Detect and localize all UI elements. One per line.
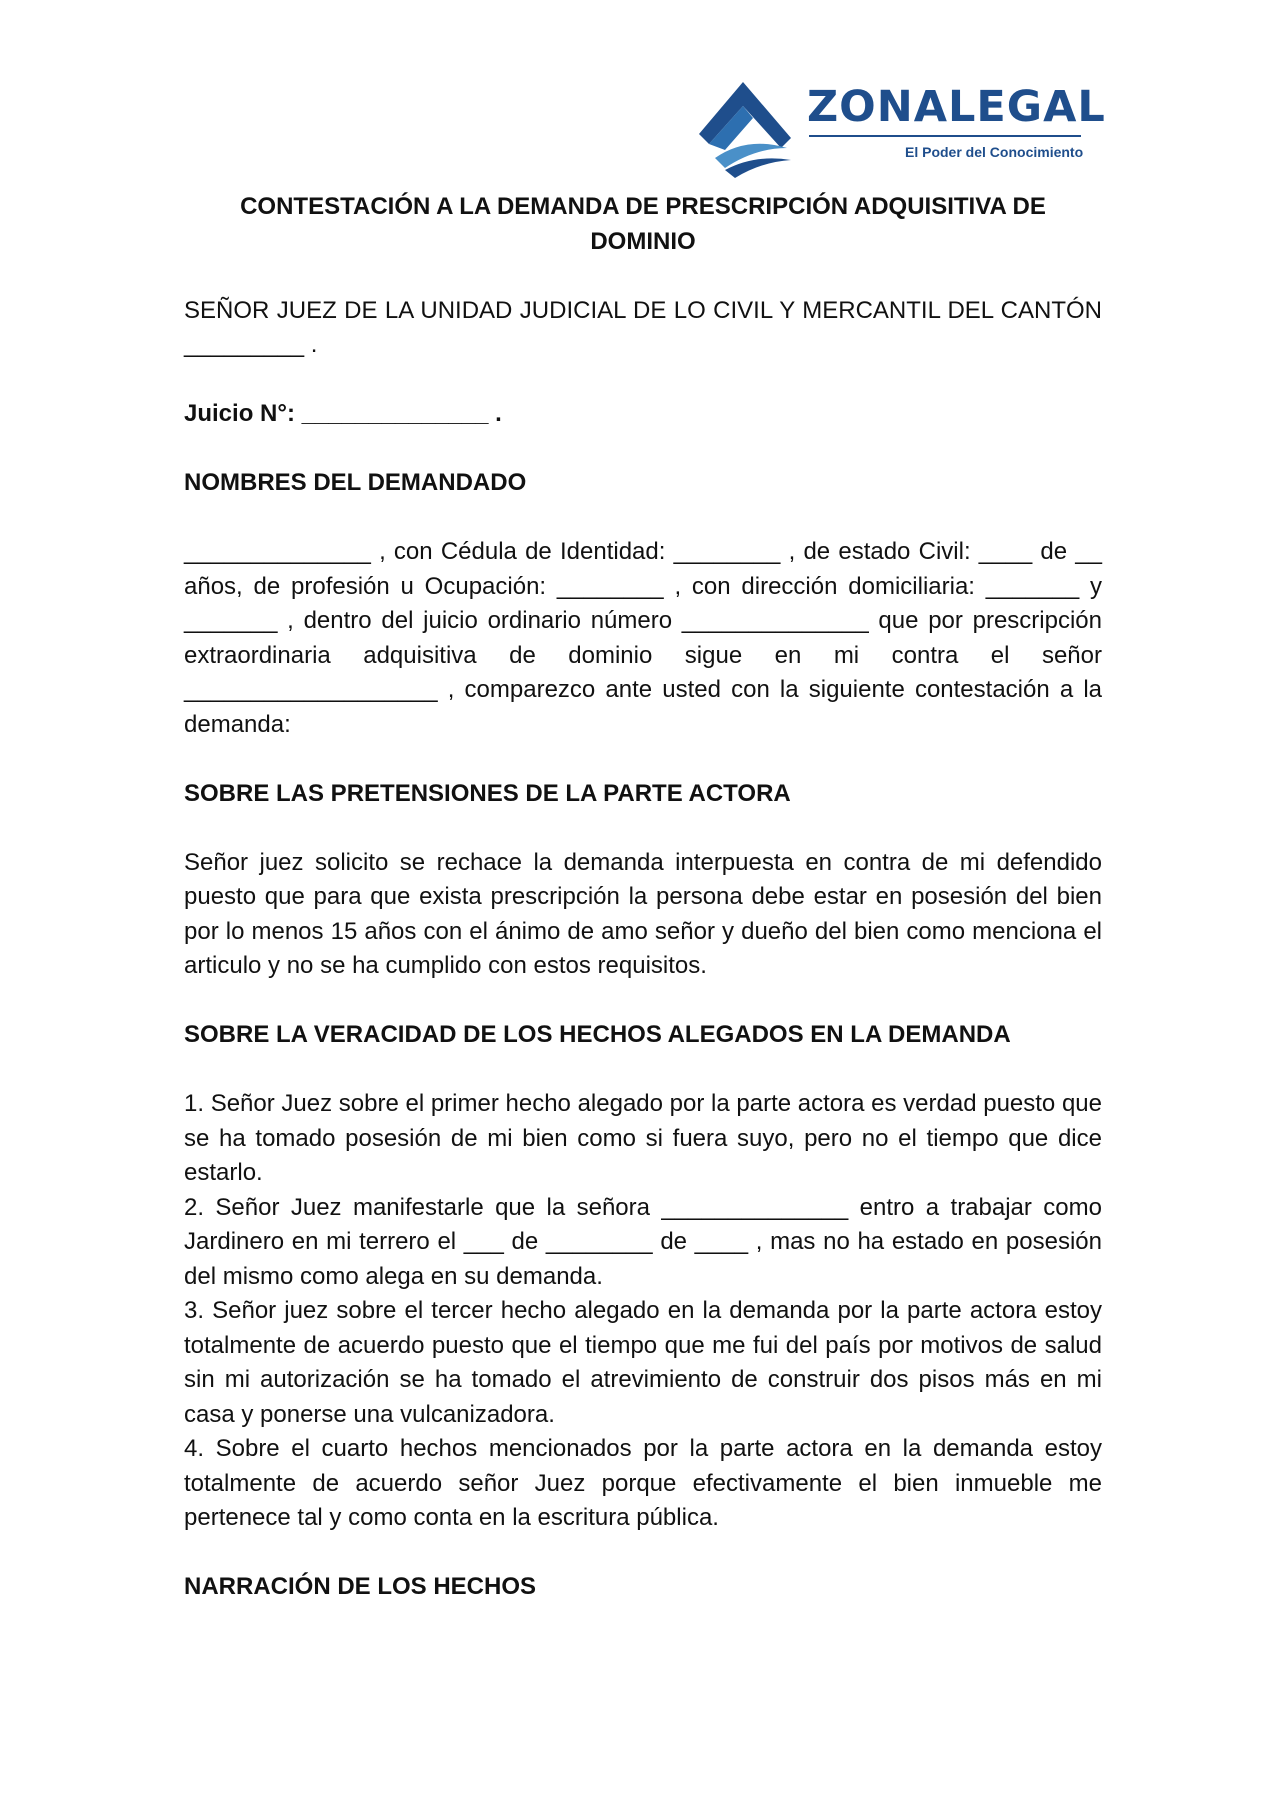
pretensiones-paragraph: Señor juez solicito se rechace la demanda interpuesta en contra de mi defendido puesto que para que exista prescripción la persona debe estar en posesión del bien por lo menos 15 años con el ánimo de amo señor y dueño del bien como menciona el articulo y no se ha cumplido con estos requisitos. xyxy=(184,848,1102,979)
veracidad-item: 3. Señor juez sobre el tercer hecho alegado en la demanda por la parte actora estoy totalmente de acuerdo puesto que el tiempo que me fui del país por motivos de salud sin mi autorización se ha tomado el atrevimiento de construir dos pisos más en mi casa y ponerse una vulcanizadora. xyxy=(184,1297,1102,1428)
document-title: CONTESTACIÓN A LA DEMANDA DE PRESCRIPCIÓN ADQUISITIVA DE DOMINIO xyxy=(240,193,1046,255)
logo-underline xyxy=(809,135,1081,137)
heading-pretensiones: SOBRE LAS PRETENSIONES DE LA PARTE ACTORA xyxy=(184,779,791,807)
document-body xyxy=(184,190,1102,1605)
heading-demandado: NOMBRES DEL DEMANDADO xyxy=(184,469,527,496)
logo-tagline: El Poder del Conocimiento xyxy=(905,144,1084,160)
veracidad-item: 1. Señor Juez sobre el primer hecho alegado por la parte actora es verdad puesto que se ha tomado posesión de mi bien como si fuera suyo, pero no el tiempo que dice estarlo. xyxy=(184,1090,1102,1186)
juicio-number: Juicio N°: ______________ . xyxy=(184,400,502,427)
demandado-paragraph: ______________ , con Cédula de Identidad: ________ , de estado Civil: ____ de __ años, de profesión u Ocupación: ________ , con dirección domiciliaria: _______ y _______ , dentro del juicio ordinario número ______________ que por prescripción extraordinaria adquisitiva de dominio sigue en mi contra el señor ___________________ , comparezco ante usted con la siguiente contestación a la demanda: xyxy=(184,538,1102,738)
veracidad-item: 4. Sobre el cuarto hechos mencionados por la parte actora en la demanda estoy totalmente de acuerdo señor Juez porque efectivamente el bien inmueble me pertenece tal y como conta en la escritura pública. xyxy=(184,1435,1102,1531)
heading-narracion: NARRACIÓN DE LOS HECHOS xyxy=(184,1573,537,1600)
heading-veracidad: SOBRE LA VERACIDAD DE LOS HECHOS ALEGADOS EN LA DEMANDA xyxy=(184,1021,1011,1048)
logo-mark-icon xyxy=(695,78,805,183)
logo-name: ZONALEGAL xyxy=(807,82,1106,132)
zonalegal-logo xyxy=(695,78,1106,183)
addressee: SEÑOR JUEZ DE LA UNIDAD JUDICIAL DE LO CIVIL Y MERCANTIL DEL CANTÓN _________ . xyxy=(184,296,1102,358)
veracidad-item: 2. Señor Juez manifestarle que la señora ______________ entro a trabajar como Jardinero en mi terrero el ___ de ________ de ____ , mas no ha estado en posesión del mismo como alega en su demanda. xyxy=(184,1193,1102,1290)
